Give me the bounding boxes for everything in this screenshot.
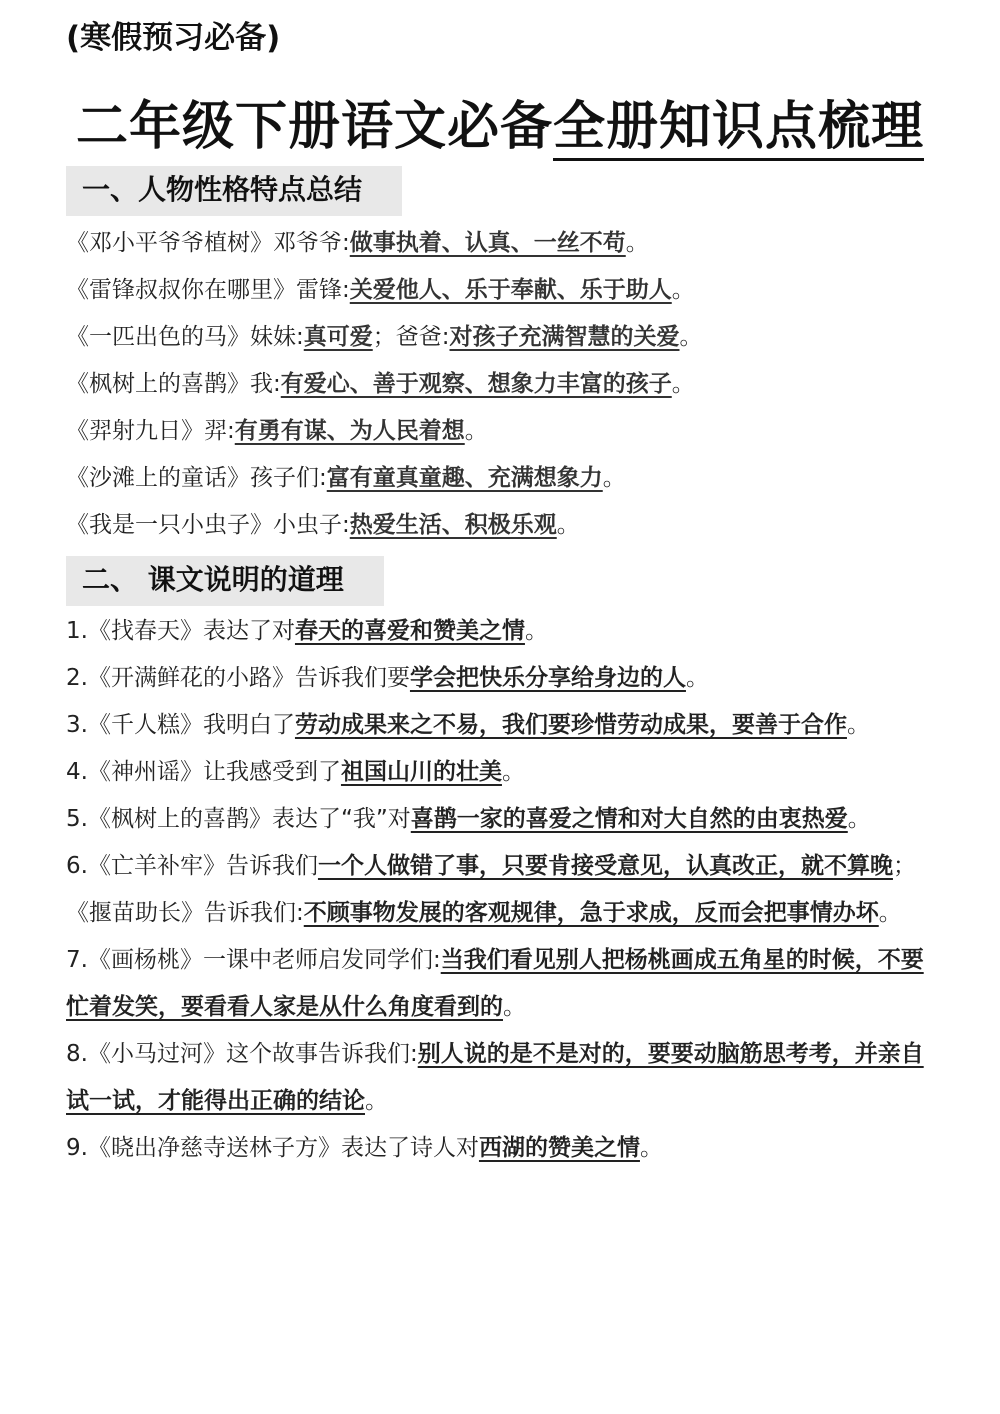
item-suffix: 。 [639,1135,663,1161]
item-answer: 祖国山川的壮美 [340,759,502,785]
lesson-list [66,608,986,1172]
item-prefix: 《邓小平爷爷植树》邓爷爷: [66,230,350,256]
item-prefix: 6.《亡羊补牢》告诉我们 [66,853,318,879]
item-answer: 做事执着、认真、一丝不苟 [349,230,626,256]
title-underlined: 全册知识点梳理 [553,97,924,161]
item-suffix: 。 [503,994,526,1020]
item-prefix: 8.《小马过河》这个故事告诉我们: [66,1041,418,1067]
item-prefix: 5.《枫树上的喜鹊》表达了“我”对 [66,806,411,832]
item-answer: 学会把快乐分享给身边的人 [409,665,686,691]
list-item [66,655,932,702]
item-prefix: 9.《晓出净慈寺送林子方》表达了诗人对 [66,1135,479,1161]
item-answer: 热爱生活、积极乐观 [349,512,557,538]
item-suffix: 。 [464,418,488,444]
item-suffix: 。 [878,900,902,926]
header-tag: (寒假预习必备) [66,20,281,56]
list-item [66,608,932,655]
item-suffix: 。 [671,277,695,303]
item-suffix: 。 [524,618,548,644]
title-plain: 二年级下册语文必备 [75,97,553,157]
item-suffix: 。 [556,512,580,538]
item-suffix: 。 [847,806,871,832]
item-prefix: 《雷锋叔叔你在哪里》雷锋: [66,277,350,303]
section-heading: 二、 课文说明的道理 [66,556,384,606]
item-suffix: 。 [679,324,703,350]
item-answer-2: 对孩子充满智慧的关爱 [449,324,680,350]
item-prefix: 《羿射九日》羿: [66,418,235,444]
item-prefix: 《枫树上的喜鹊》我: [66,371,281,397]
list-item [66,220,986,267]
item-prefix: 《一匹出色的马》妹妹: [66,324,304,350]
item-answer: 真可爱 [303,324,373,350]
item-mid: ；爸爸: [372,324,450,350]
list-item [66,314,986,361]
item-answer: 劳动成果来之不易，我们要珍惜劳动成果，要善于合作 [294,712,847,738]
list-item [66,408,986,455]
item-prefix: 《揠苗助长》告诉我们: [66,900,304,926]
item-answer: 西湖的赞美之情 [478,1135,640,1161]
item-answer: 关爱他人、乐于奉献、乐于助人 [349,277,672,303]
item-answer: 有爱心、善于观察、想象力丰富的孩子 [280,371,672,397]
list-item [66,455,986,502]
item-suffix: 。 [625,230,649,256]
item-suffix: 。 [602,465,626,491]
list-item [66,937,932,1031]
item-suffix: 。 [671,371,695,397]
item-prefix: 1.《找春天》表达了对 [66,618,295,644]
item-answer: 一个人做错了事，只要肯接受意见，认真改正，就不算晚 [317,853,893,879]
section-heading: 一、人物性格特点总结 [66,166,402,216]
item-answer: 别人说的是不是对的，要要动脑筋思考考，并亲自试一试，才能得出正确的结论 [66,1041,924,1114]
item-answer: 春天的喜爱和赞美之情 [294,618,525,644]
item-prefix: 4.《神州谣》让我感受到了 [66,759,341,785]
list-item [66,702,932,749]
item-suffix: 。 [501,759,525,785]
item-prefix: 《我是一只小虫子》小虫子: [66,512,350,538]
item-prefix: 2.《开满鲜花的小路》告诉我们要 [66,665,410,691]
list-item [66,1125,932,1172]
item-suffix: 。 [365,1088,388,1114]
item-suffix: 。 [846,712,870,738]
list-item [66,267,986,314]
item-prefix: 《沙滩上的童话》孩子们: [66,465,327,491]
list-item [66,890,932,937]
item-prefix: 7.《画杨桃》一课中老师启发同学们: [66,947,441,973]
item-answer: 富有童真童趣、充满想象力 [326,465,603,491]
item-answer: 当我们看见别人把杨桃画成五角星的时候，不要忙着发笑，要看看人家是从什么角度看到的 [66,947,924,1020]
item-answer: 不顾事物发展的客观规律，急于求成，反而会把事情办坏 [303,900,879,926]
list-item [66,361,986,408]
list-item [66,1031,932,1125]
trait-list [66,220,986,549]
section-lessons [66,556,986,1172]
list-item [66,796,932,843]
list-item [66,502,986,549]
list-item [66,843,932,890]
list-item [66,749,932,796]
page-title [0,84,1000,159]
item-suffix: 。 [685,665,709,691]
item-suffix: ； [892,853,916,879]
item-answer: 喜鹊一家的喜爱之情和对大自然的由衷热爱 [410,806,848,832]
item-prefix: 3.《千人糕》我明白了 [66,712,295,738]
item-answer: 有勇有谋、为人民着想 [234,418,465,444]
section-character-traits [66,166,986,549]
